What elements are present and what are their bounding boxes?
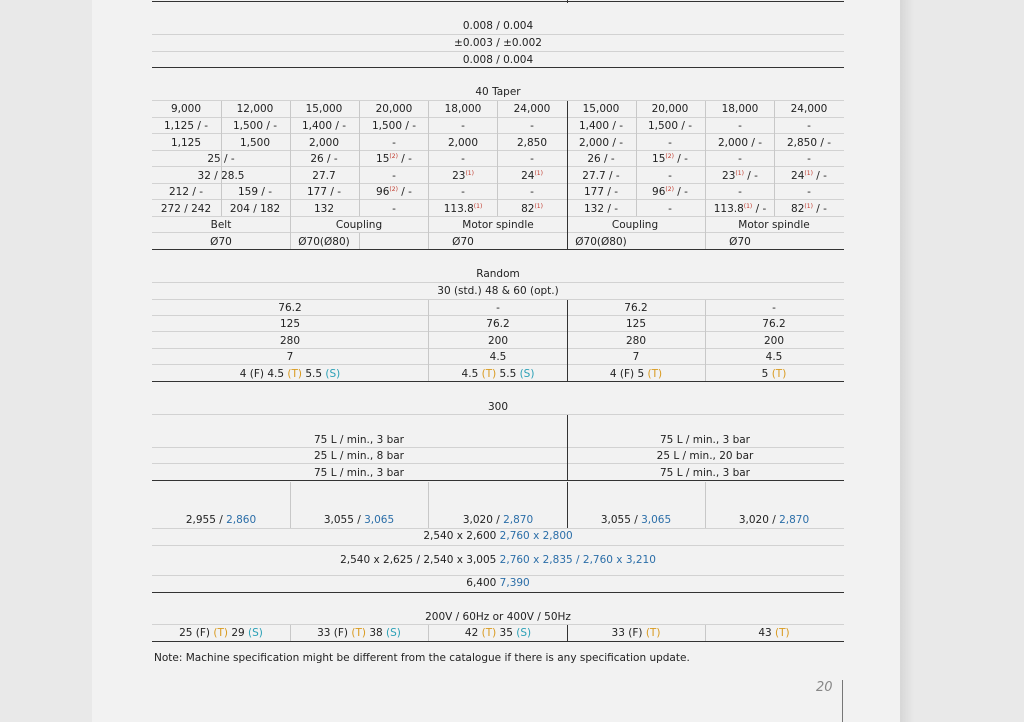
cell-value: 3,020 /	[738, 514, 780, 526]
cell: 1,500 / -	[232, 120, 278, 132]
cell-suffix: / -	[816, 203, 827, 215]
cell: 7	[286, 351, 294, 363]
cell: 24,000	[790, 103, 828, 115]
divider	[428, 300, 429, 381]
cell: -	[530, 153, 534, 165]
cell: 1,500 / -	[371, 120, 417, 132]
t-mark: (T)	[213, 627, 228, 639]
cell-value: 96	[652, 186, 666, 198]
cell: Coupling	[335, 219, 383, 231]
rule	[152, 299, 844, 300]
cell-value: 3,020 /	[462, 514, 504, 526]
cell-value: 15	[376, 153, 390, 165]
cell	[376, 187, 412, 198]
divider	[567, 101, 568, 249]
t-mark: (T)	[481, 368, 497, 380]
spec-value: 0.008 / 0.004	[462, 54, 534, 66]
footnote-mark: (1)	[804, 170, 813, 177]
cell-value: 3,055 /	[323, 514, 365, 526]
cell	[521, 204, 543, 215]
rule	[152, 34, 844, 35]
rule	[152, 282, 844, 283]
cell: -	[496, 302, 500, 314]
cell	[652, 154, 688, 165]
divider	[290, 625, 291, 641]
cell: 212 / -	[168, 186, 204, 198]
cell: Ø70	[210, 236, 232, 248]
divider	[428, 101, 429, 249]
cell: 177 / -	[306, 186, 342, 198]
cell-value: 5	[761, 368, 772, 380]
cell-value: 23	[452, 170, 466, 182]
cell-suffix: / -	[677, 186, 688, 198]
page-number-bar	[842, 680, 843, 722]
s-mark: (S)	[248, 627, 263, 639]
cell	[376, 154, 412, 165]
cell-value: 5.5	[302, 368, 326, 380]
footnote-mark: (1)	[534, 203, 543, 210]
rule	[152, 199, 844, 200]
footnote-mark: (2)	[389, 153, 398, 160]
rule	[152, 100, 844, 101]
page-shadow	[900, 0, 914, 722]
divider	[359, 233, 360, 249]
cell: 204 / 182	[229, 203, 281, 215]
cell: 1,125	[170, 137, 202, 149]
cell-value: 33 (F)	[317, 627, 352, 639]
cell: -	[772, 302, 776, 314]
footnote-mark: (1)	[735, 170, 744, 177]
spec-note: Note: Machine specification might be different from the catalogue if there is any specification update.	[154, 652, 690, 664]
cell-option: 7,390	[499, 577, 530, 589]
cell: 18,000	[444, 103, 482, 115]
rule	[152, 166, 844, 167]
rule	[152, 1, 844, 2]
cell: 9,000	[170, 103, 202, 115]
cell: 159 / -	[237, 186, 273, 198]
cell	[714, 204, 767, 215]
cell	[444, 204, 483, 215]
t-mark: (T)	[351, 627, 366, 639]
cell-option: 2,870	[779, 514, 810, 526]
divider	[567, 415, 568, 480]
cell: -	[530, 120, 534, 132]
cell-value: 2,540 x 2,600	[423, 530, 500, 542]
cell: Ø70(Ø80)	[575, 236, 627, 248]
cell: 76.2	[486, 318, 510, 330]
cell: 75 L / min., 3 bar	[313, 434, 405, 446]
cell: 25 / -	[207, 153, 235, 165]
cell	[465, 628, 531, 639]
footnote-mark: (1)	[465, 170, 474, 177]
cell: 20,000	[651, 103, 689, 115]
cell: 280	[279, 335, 301, 347]
cell	[317, 628, 401, 639]
cell: 27.7	[312, 170, 336, 182]
footnote-mark: (1)	[534, 170, 543, 177]
cell: -	[392, 170, 396, 182]
t-mark: (T)	[481, 627, 497, 639]
divider	[567, 0, 568, 3]
atc-capacity: 30 (std.) 48 & 60 (opt.)	[437, 285, 559, 297]
cell: 1,400 / -	[578, 120, 624, 132]
divider	[428, 482, 429, 528]
cell	[601, 515, 671, 526]
cell: -	[668, 203, 672, 215]
cell: -	[668, 137, 672, 149]
cell-value: 5.5	[496, 368, 520, 380]
cell: -	[392, 137, 396, 149]
cell	[463, 515, 533, 526]
cell	[466, 578, 529, 589]
atc-type: Random	[476, 268, 520, 280]
rule	[152, 364, 844, 365]
cell	[762, 369, 787, 380]
cell	[324, 515, 394, 526]
cell: -	[461, 153, 465, 165]
divider	[567, 625, 568, 641]
cell	[186, 515, 256, 526]
divider	[705, 625, 706, 641]
rule	[152, 381, 844, 382]
cell-value: 4 (F) 4.5	[239, 368, 288, 380]
rule	[152, 315, 844, 316]
cell: -	[738, 186, 742, 198]
cell	[722, 171, 758, 182]
cell: Coupling	[611, 219, 659, 231]
t-mark: (T)	[287, 368, 302, 380]
cell: Motor spindle	[462, 219, 534, 231]
cell: 280	[625, 335, 647, 347]
cell-value: 25 (F)	[179, 627, 214, 639]
cell-value: 33 (F)	[611, 627, 646, 639]
t-mark: (T)	[771, 368, 787, 380]
cell-suffix: / -	[401, 186, 412, 198]
cell: Belt	[210, 219, 232, 231]
s-mark: (S)	[516, 627, 532, 639]
cell: 76.2	[278, 302, 302, 314]
cell-value: 113.8	[713, 203, 744, 215]
cell: -	[807, 120, 811, 132]
cell: 75 L / min., 3 bar	[659, 434, 751, 446]
cell-suffix: / -	[816, 170, 827, 182]
cell: 125	[625, 318, 647, 330]
cell-value: 42	[464, 627, 482, 639]
cell: Ø70	[729, 236, 751, 248]
cell: 132 / -	[583, 203, 619, 215]
cell-suffix: / -	[747, 170, 758, 182]
cell: 12,000	[236, 103, 274, 115]
power-supply: 200V / 60Hz or 400V / 50Hz	[425, 611, 571, 623]
rule	[152, 463, 844, 464]
footnote-mark: (1)	[743, 203, 753, 210]
footnote-mark: (2)	[389, 186, 398, 193]
divider	[428, 625, 429, 641]
taper-title: 40 Taper	[475, 86, 521, 98]
divider	[290, 482, 291, 528]
cell-option: 2,860	[226, 514, 257, 526]
cell-value: 38	[365, 627, 387, 639]
cell	[423, 531, 572, 542]
rule	[152, 447, 844, 448]
rule	[152, 67, 844, 68]
cell: 1,125 / -	[163, 120, 209, 132]
cell-option: 3,065	[641, 514, 672, 526]
rule	[152, 331, 844, 332]
coolant-tank: 300	[487, 401, 509, 413]
cell-value: 96	[376, 186, 390, 198]
rule	[152, 575, 844, 576]
cell: -	[461, 186, 465, 198]
cell-option: 2,870	[503, 514, 534, 526]
cell: 4.5	[489, 351, 507, 363]
divider	[221, 184, 222, 216]
cell	[452, 171, 474, 182]
cell-value: 24	[521, 170, 535, 182]
divider	[497, 101, 498, 216]
cell	[462, 369, 535, 380]
cell: -	[738, 153, 742, 165]
t-mark: (T)	[645, 627, 661, 639]
cell	[179, 628, 263, 639]
cell-value: 35	[496, 627, 517, 639]
rule	[152, 133, 844, 134]
cell	[521, 171, 543, 182]
cell	[739, 515, 809, 526]
cell: 1,500 / -	[647, 120, 693, 132]
cell-value: 2,955 /	[185, 514, 227, 526]
footnote-mark: (1)	[804, 203, 813, 210]
divider	[359, 101, 360, 216]
cell: -	[807, 153, 811, 165]
spec-value: ±0.003 / ±0.002	[454, 37, 542, 49]
cell-value: 2,540 x 2,625 / 2,540 x 3,005	[340, 554, 500, 566]
cell-value: 4 (F) 5	[609, 368, 648, 380]
rule	[152, 592, 844, 593]
cell: 2,850 / -	[786, 137, 832, 149]
cell-value: 24	[791, 170, 805, 182]
cell-option: 2,760 x 2,800	[499, 530, 573, 542]
cell	[612, 628, 661, 639]
spec-value: 0.008 / 0.004	[462, 20, 534, 32]
cell: 2,000 / -	[578, 137, 624, 149]
cell-value: 113.8	[443, 203, 474, 215]
cell-value: 82	[521, 203, 535, 215]
cell-value: 4.5	[461, 368, 482, 380]
rule	[152, 232, 844, 233]
cell-value: 43	[758, 627, 776, 639]
divider	[290, 101, 291, 249]
cell: 75 L / min., 3 bar	[313, 467, 405, 479]
cell: 125	[279, 318, 301, 330]
cell: 1,500	[239, 137, 271, 149]
cell: 25 L / min., 8 bar	[313, 450, 405, 462]
cell: 2,000	[308, 137, 340, 149]
rule	[152, 624, 844, 625]
cell-suffix: / -	[755, 203, 767, 215]
rule	[152, 150, 844, 151]
cell: 200	[487, 335, 509, 347]
cell: Ø70(Ø80)	[298, 236, 350, 248]
cell: 26 / -	[310, 153, 338, 165]
cell: 25 L / min., 20 bar	[656, 450, 754, 462]
cell-value: 6,400	[466, 577, 500, 589]
rule	[152, 51, 844, 52]
cell-value: 23	[722, 170, 736, 182]
cell: 18,000	[721, 103, 759, 115]
footnote-mark: (2)	[665, 186, 674, 193]
divider	[567, 300, 568, 381]
cell: -	[668, 170, 672, 182]
cell	[340, 555, 656, 566]
cell	[791, 171, 827, 182]
cell	[652, 187, 688, 198]
s-mark: (S)	[519, 368, 535, 380]
cell: 27.7 / -	[582, 170, 620, 182]
cell-option: 2,760 x 2,835 / 2,760 x 3,210	[499, 554, 656, 566]
rule	[152, 117, 844, 118]
page-number: 20	[816, 680, 833, 695]
cell: 26 / -	[587, 153, 615, 165]
rule	[152, 414, 844, 415]
rule	[152, 348, 844, 349]
s-mark: (S)	[325, 368, 341, 380]
cell: 1,400 / -	[301, 120, 347, 132]
rule	[152, 480, 844, 481]
cell	[791, 204, 827, 215]
t-mark: (T)	[775, 627, 790, 639]
divider	[705, 482, 706, 528]
cell: Motor spindle	[738, 219, 810, 231]
rule	[152, 183, 844, 184]
t-mark: (T)	[647, 368, 663, 380]
cell: 200	[763, 335, 785, 347]
cell: 76.2	[762, 318, 786, 330]
cell: -	[530, 186, 534, 198]
cell: -	[461, 120, 465, 132]
cell: 7	[632, 351, 640, 363]
cell	[240, 369, 340, 380]
cell-suffix: / -	[677, 153, 688, 165]
cell: -	[807, 186, 811, 198]
divider	[636, 101, 637, 216]
cell: 2,000	[447, 137, 479, 149]
cell	[610, 369, 662, 380]
rule	[152, 528, 844, 529]
cell: 4.5	[765, 351, 783, 363]
cell: 76.2	[624, 302, 648, 314]
cell-value: 15	[652, 153, 666, 165]
cell: 20,000	[375, 103, 413, 115]
cell: -	[738, 120, 742, 132]
rule	[152, 216, 844, 217]
rule	[152, 641, 844, 642]
cell: 15,000	[582, 103, 620, 115]
rule	[152, 249, 844, 250]
cell: 2,000 / -	[717, 137, 763, 149]
cell: 132	[313, 203, 335, 215]
divider	[567, 482, 568, 528]
s-mark: (S)	[386, 627, 401, 639]
cell-suffix: / -	[401, 153, 412, 165]
cell: 24,000	[513, 103, 551, 115]
divider	[705, 300, 706, 381]
cell-option: 3,065	[364, 514, 395, 526]
cell	[758, 628, 789, 639]
footnote-mark: (1)	[473, 203, 483, 210]
cell: 177 / -	[583, 186, 619, 198]
cell: 75 L / min., 3 bar	[659, 467, 751, 479]
cell: 32 / 28.5	[197, 170, 245, 182]
cell: 15,000	[305, 103, 343, 115]
footnote-mark: (2)	[665, 153, 674, 160]
cell: Ø70	[452, 236, 474, 248]
cell-value: 3,055 /	[600, 514, 642, 526]
cell-value: 82	[791, 203, 805, 215]
cell: 2,850	[516, 137, 548, 149]
cell: 272 / 242	[160, 203, 212, 215]
divider	[705, 101, 706, 249]
cell-value: 29	[227, 627, 249, 639]
cell: -	[392, 203, 396, 215]
divider	[774, 101, 775, 216]
rule	[152, 545, 844, 546]
